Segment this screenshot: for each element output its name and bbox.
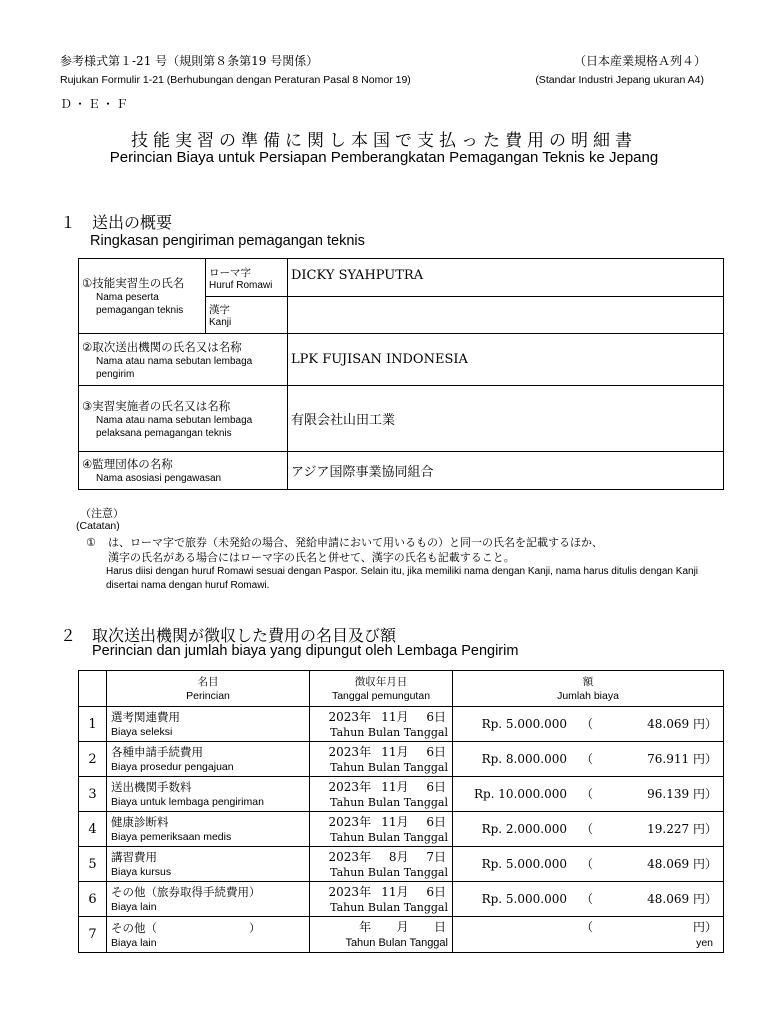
item-name-id: Biaya kursus bbox=[111, 866, 172, 878]
kanji-label: 漢字 Kanji bbox=[206, 297, 288, 334]
amount-rupiah bbox=[457, 919, 567, 936]
row-number: 2 bbox=[79, 742, 107, 777]
item-name-id: Biaya pemeriksaan medis bbox=[111, 831, 232, 843]
form-reference-id: Rujukan Formulir 1-21 (Berhubungan dengan Peraturan Pasal 8 Nomor 19) bbox=[60, 74, 411, 86]
amount-rupiah: Rp. 2.000.000 bbox=[481, 821, 567, 836]
fees-table bbox=[78, 670, 724, 953]
summary-table bbox=[78, 258, 724, 490]
date-cell bbox=[310, 742, 453, 777]
item-cell bbox=[107, 742, 310, 777]
amount-yen: 96.139 円） bbox=[647, 786, 717, 801]
date-day: 6 bbox=[426, 744, 434, 759]
date-day: 6 bbox=[426, 884, 434, 899]
header-item: 名目 Perincian bbox=[107, 671, 310, 707]
date-month: 11 bbox=[381, 779, 397, 794]
day-mark: 日 bbox=[434, 779, 447, 794]
header-no bbox=[79, 671, 107, 707]
date-cell bbox=[310, 777, 453, 812]
section1-number: １ bbox=[60, 213, 77, 232]
day-mark: 日 bbox=[434, 814, 447, 829]
item-name-jp: その他（旅券取得手続費用） bbox=[111, 885, 261, 899]
month-mark: 月 bbox=[396, 884, 409, 899]
trainee-name-label: ①技能実習生の氏名 Nama peserta pemagangan teknis bbox=[79, 259, 206, 334]
month-mark: 月 bbox=[396, 814, 409, 829]
date-cell bbox=[310, 917, 453, 953]
item-cell bbox=[107, 882, 310, 917]
item-cell bbox=[107, 707, 310, 742]
amount-yen: 48.069 円） bbox=[647, 856, 717, 871]
amount-rupiah: Rp. 5.000.000 bbox=[481, 716, 567, 731]
amount-cell bbox=[453, 707, 724, 742]
item-name-jp: 送出機関手数料 bbox=[111, 780, 192, 794]
date-suffix: Tahun Bulan Tanggal bbox=[330, 830, 448, 844]
row-number: 4 bbox=[79, 812, 107, 847]
section2-number: ２ bbox=[60, 626, 77, 645]
date-month: 8 bbox=[388, 849, 397, 864]
supervising-organization-label: ④監理団体の名称 Nama asosiasi pengawasan bbox=[79, 452, 288, 490]
notes-heading-id: (Catatan) bbox=[76, 520, 120, 532]
amount-cell bbox=[453, 917, 724, 953]
standard-size-jp: （日本産業規格Ａ列４） bbox=[573, 54, 706, 68]
section2-title-id: Perincian dan jumlah biaya yang dipungut oleh Lembaga Pengirim bbox=[92, 643, 519, 659]
form-reference-jp: 参考様式第１-21 号（規則第８条第19 号関係） bbox=[60, 54, 319, 68]
row-number: 6 bbox=[79, 882, 107, 917]
item-name-id: Biaya lain bbox=[111, 936, 157, 949]
paren-open: （ bbox=[580, 920, 593, 934]
document-title-jp: 技能実習の準備に関し本国で支払った費用の明細書 bbox=[131, 131, 637, 151]
year-mark: 年 bbox=[359, 814, 372, 829]
date-month: 11 bbox=[381, 744, 397, 759]
implementing-organization-label: ③実習実施者の氏名又は名称 Nama atau nama sebutan lembaga pelaksana pemagangan teknis bbox=[79, 386, 288, 452]
day-mark: 日 bbox=[434, 709, 447, 724]
romaji-name-value: DICKY SYAHPUTRA bbox=[288, 259, 724, 297]
date-cell bbox=[310, 847, 453, 882]
paren-open: （ bbox=[580, 891, 593, 906]
date-year: 2023 bbox=[328, 709, 360, 724]
date-suffix: Tahun Bulan Tanggal bbox=[345, 937, 448, 949]
standard-size-id: (Standar Industri Jepang ukuran A4) bbox=[535, 74, 704, 86]
amount-rupiah: Rp. 5.000.000 bbox=[481, 891, 567, 906]
table-row bbox=[79, 742, 724, 777]
month-mark: 月 bbox=[396, 849, 409, 864]
amount-cell bbox=[453, 812, 724, 847]
section1-heading-jp bbox=[60, 210, 172, 233]
date-year: 2023 bbox=[328, 884, 360, 899]
item-name-id: Biaya untuk lembaga pengiriman bbox=[111, 796, 264, 808]
row-number: 7 bbox=[79, 917, 107, 953]
row-number: 1 bbox=[79, 707, 107, 742]
sending-organization-label: ②取次送出機関の氏名又は名称 Nama atau nama sebutan lembaga pengirim bbox=[79, 334, 288, 386]
item-name-jp: 健康診断料 bbox=[111, 815, 169, 829]
header-date: 徴収年月日 Tanggal pemungutan bbox=[310, 671, 453, 707]
date-cell bbox=[310, 707, 453, 742]
year-mark: 年 bbox=[359, 709, 372, 724]
table-row bbox=[79, 707, 724, 742]
item-cell bbox=[107, 812, 310, 847]
amount-rupiah: Rp. 10.000.000 bbox=[473, 786, 567, 801]
year-mark: 年 bbox=[359, 849, 372, 864]
item-name-jp: 選考関連費用 bbox=[111, 710, 180, 724]
notes-text-jp: ① は、ローマ字で旅券（未発給の場合、発給申請において用いるもの）と同一の氏名を記載するほか、 漢字の氏名がある場合にはローマ字の氏名と併せて、漢字の氏名も記載すること。 bbox=[86, 536, 603, 564]
amount-rupiah: Rp. 5.000.000 bbox=[481, 856, 567, 871]
amount-cell bbox=[453, 742, 724, 777]
date-suffix: Tahun Bulan Tanggal bbox=[330, 725, 448, 739]
paren-open: （ bbox=[580, 751, 593, 766]
date-day: 7 bbox=[426, 849, 434, 864]
kanji-name-value bbox=[288, 297, 724, 334]
paren-open: （ bbox=[580, 786, 593, 801]
item-name-jp: その他（ ） bbox=[111, 920, 261, 935]
date-day: 6 bbox=[426, 709, 434, 724]
supervising-organization-value: アジア国際事業協同組合 bbox=[288, 452, 724, 490]
item-name-id: Biaya seleksi bbox=[111, 726, 173, 738]
amount-rupiah: Rp. 8.000.000 bbox=[481, 751, 567, 766]
amount-yen: 76.911 円） bbox=[647, 751, 717, 766]
item-name-id: Biaya lain bbox=[111, 901, 157, 913]
month-mark: 月 bbox=[396, 779, 409, 794]
date-year: 2023 bbox=[328, 779, 360, 794]
day-mark: 日 bbox=[434, 744, 447, 759]
paren-open: （ bbox=[580, 716, 593, 731]
date-year bbox=[316, 919, 359, 936]
amount-yen: 19.227 円） bbox=[647, 821, 717, 836]
month-mark: 月 bbox=[396, 744, 409, 759]
date-month: 11 bbox=[381, 709, 397, 724]
date-day: 6 bbox=[426, 814, 434, 829]
table-row bbox=[79, 812, 724, 847]
document-title-id: Perincian Biaya untuk Persiapan Pemberangkatan Pemagangan Teknis ke Jepang bbox=[109, 149, 659, 166]
amount-yen: 48.069 円） bbox=[647, 716, 717, 731]
date-year: 2023 bbox=[328, 744, 360, 759]
item-name-id: Biaya prosedur pengajuan bbox=[111, 761, 234, 773]
paren-open: （ bbox=[580, 821, 593, 836]
form-code: Ｄ・Ｅ・Ｆ bbox=[60, 97, 131, 111]
date-cell bbox=[310, 812, 453, 847]
date-suffix: Tahun Bulan Tanggal bbox=[330, 760, 448, 774]
implementing-organization-value: 有限会社山田工業 bbox=[288, 386, 724, 452]
notes-text-id: Harus diisi dengan huruf Romawi sesuai dengan Paspor. Selain itu, jika memiliki nama dengan Kanji, nama harus ditulis dengan Kanji disertai nama dengan huruf Romawi. bbox=[106, 566, 699, 591]
month-mark: 月 bbox=[396, 920, 409, 934]
date-month bbox=[371, 919, 396, 936]
paren-open: （ bbox=[580, 856, 593, 871]
date-month: 11 bbox=[381, 814, 397, 829]
item-cell bbox=[107, 917, 310, 953]
item-name-jp: 講習費用 bbox=[111, 850, 157, 864]
amount-cell bbox=[453, 847, 724, 882]
header-amount: 額 Jumlah biaya bbox=[453, 671, 724, 707]
date-day: 6 bbox=[426, 779, 434, 794]
section1-title-jp: 送出の概要 bbox=[92, 213, 173, 232]
note-marker: ① bbox=[86, 536, 96, 549]
item-cell bbox=[107, 777, 310, 812]
day-mark: 日 bbox=[434, 920, 447, 934]
date-year: 2023 bbox=[328, 849, 360, 864]
table-row bbox=[79, 917, 724, 953]
date-suffix: Tahun Bulan Tanggal bbox=[330, 900, 448, 914]
notes-heading-jp: （注意） bbox=[80, 507, 124, 520]
yen-label: yen bbox=[696, 937, 713, 949]
amount-cell bbox=[453, 882, 724, 917]
date-month: 11 bbox=[381, 884, 397, 899]
month-mark: 月 bbox=[396, 709, 409, 724]
row-number: 5 bbox=[79, 847, 107, 882]
item-cell bbox=[107, 847, 310, 882]
table-row bbox=[79, 882, 724, 917]
day-mark: 日 bbox=[434, 884, 447, 899]
amount-yen: 48.069 円） bbox=[647, 891, 717, 906]
day-mark: 日 bbox=[434, 849, 447, 864]
item-name-jp: 各種申請手続費用 bbox=[111, 745, 203, 759]
amount-yen: 円） bbox=[692, 920, 717, 934]
row-number: 3 bbox=[79, 777, 107, 812]
year-mark: 年 bbox=[359, 920, 372, 934]
date-day bbox=[409, 919, 434, 936]
date-suffix: Tahun Bulan Tanggal bbox=[330, 795, 448, 809]
table-row bbox=[79, 847, 724, 882]
year-mark: 年 bbox=[359, 884, 372, 899]
year-mark: 年 bbox=[359, 779, 372, 794]
romaji-label: ローマ字 Huruf Romawi bbox=[206, 259, 288, 297]
date-year: 2023 bbox=[328, 814, 360, 829]
year-mark: 年 bbox=[359, 744, 372, 759]
section1-title-id: Ringkasan pengiriman pemagangan teknis bbox=[90, 233, 365, 249]
sending-organization-value: LPK FUJISAN INDONESIA bbox=[288, 334, 724, 386]
section2-title-jp: 取次送出機関が徴収した費用の名目及び額 bbox=[92, 626, 397, 645]
table-row bbox=[79, 777, 724, 812]
date-cell bbox=[310, 882, 453, 917]
amount-cell bbox=[453, 777, 724, 812]
date-suffix: Tahun Bulan Tanggal bbox=[330, 865, 448, 879]
